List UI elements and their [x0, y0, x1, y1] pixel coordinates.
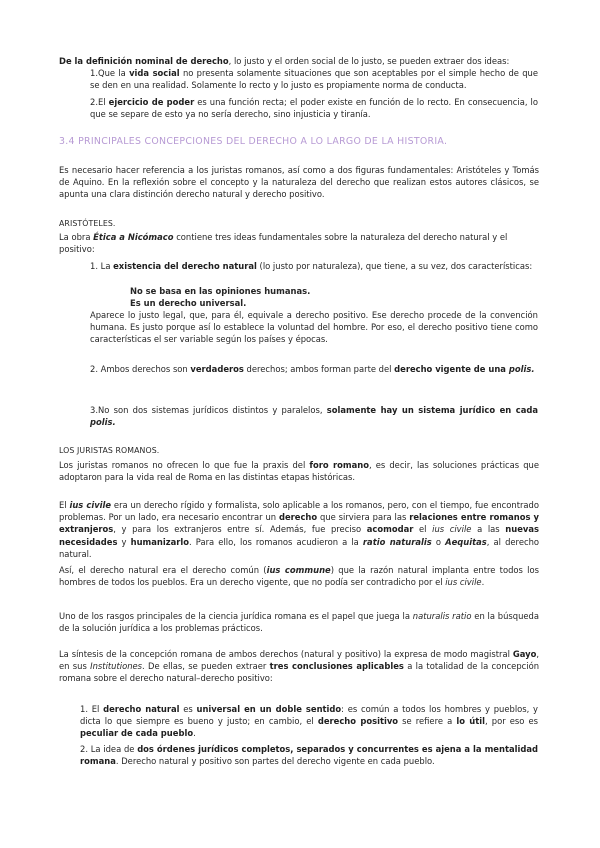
romanos-p2-e: el	[413, 524, 433, 535]
aristoteles-p1-pre: La obra	[59, 232, 94, 242]
conclusion-1-f: .	[193, 728, 196, 739]
term-naturalis-ratio: naturalis ratio	[412, 611, 472, 621]
conclusion-1-e: , por eso es	[485, 716, 538, 727]
romanos-p2-b: era un derecho rígido y formalista, solo aplicable a los romanos, pero, con el tiempo, fue encontrado problemas. Por un lado, era necesario encontrar un	[59, 500, 539, 523]
aristoteles-item-2-bold-1: verdaderos	[190, 364, 244, 374]
conclusion-2-bold: dos órdenes jurídicos completos, separados y concurrentes es ajena a la mentalidad romana	[80, 744, 538, 767]
conclusion-1-lo-util: lo útil	[456, 716, 486, 727]
paragraph-intro: Es necesario hacer referencia a los juristas romanos, así como a dos figuras fundamentales: Aristóteles y Tomás de Aquino. En la reflexión sobre el concepto y la naturaleza del derecho que realizan estos autores clásicos, se apunta una clara distinción derecho natural y derecho positivo.	[59, 165, 539, 200]
conclusion-1-a: 1. El	[80, 704, 104, 714]
romanos-p3-a: Así, el derecho natural era el derecho común (	[59, 565, 267, 575]
work-title-etica: Ética a Nicómaco	[93, 232, 174, 242]
intro-lead-bold: De la definición nominal de derecho	[59, 56, 229, 66]
romanos-p3-b: ) que la razón natural implanta entre todos los hombres de todos los pueblos. Era un derecho vigente, que no podía ser contradicho por el	[59, 565, 539, 588]
romanos-p2-g: y	[117, 536, 131, 547]
term-aequitas: Aequitas	[445, 536, 487, 547]
romanos-p2-relaciones: relaciones entre romanos y extranjeros	[59, 512, 540, 535]
romanos-p1-bold: foro romano	[309, 460, 369, 470]
romanos-p2-j: , al derecho natural.	[59, 536, 540, 559]
conclusion-1-derecho-natural: derecho natural	[103, 704, 180, 714]
romanos-p3-c: .	[481, 577, 485, 588]
aristoteles-item-3-pre: 3.No son dos sistemas jurídicos distintos y paralelos,	[90, 405, 327, 415]
romanos-p2-f: a las	[471, 524, 506, 535]
romanos-p4-a: Uno de los rasgos principales de la ciencia jurídica romana es el papel que juega la	[59, 611, 413, 621]
romanos-p2-c: que sirviera para las	[317, 512, 410, 523]
conclusion-1-c: : es común a todos los hombres y pueblos, y dicta lo que siempre es bueno y justo; en cambio, el	[80, 704, 538, 727]
term-ratio-naturalis: ratio naturalis	[362, 536, 432, 547]
romanos-p1-pre: Los juristas romanos no ofrecen lo que fue la praxis del	[59, 460, 310, 470]
aristoteles-item-2-mid: derechos; ambos forman parte del	[243, 364, 395, 374]
aristoteles-item-1-post: (lo justo por naturaleza), que tiene, a su vez, dos características:	[256, 261, 533, 271]
conclusion-1	[80, 703, 538, 740]
romanos-heading: LOS JURISTAS ROMANOS.	[59, 446, 160, 455]
romanos-paragraph-3	[59, 564, 539, 588]
romanos-paragraph-1	[59, 459, 539, 483]
romanos-p4-b: en la búsqueda de la solución jurídica a los problemas prácticos.	[59, 611, 539, 634]
aristoteles-item-1-pre: 1. La	[90, 261, 114, 271]
characteristic-2: Es un derecho universal.	[130, 298, 247, 308]
romanos-p2-acomodar: acomodar	[366, 524, 414, 535]
intro-lead	[59, 55, 539, 67]
aristoteles-item-1-bold: existencia del derecho natural	[113, 261, 257, 271]
intro-item-1-text: no presenta solamente situaciones que son aceptables por el simple hecho de que se den en una realidad. Solamente lo recto y lo justo es propiamente norma de conducta.	[90, 68, 539, 91]
intro-item-2	[90, 96, 538, 120]
work-title-institutiones: Institutiones	[90, 661, 143, 672]
romanos-p2-humanizarlo: humanizarlo	[130, 536, 190, 547]
aristoteles-item-3	[90, 404, 538, 428]
romanos-paragraph-5	[59, 648, 539, 685]
characteristic-1: No se basa en las opiniones humanas.	[130, 286, 311, 296]
romanos-p2-derecho: derecho	[278, 512, 318, 523]
aristoteles-item-2	[90, 363, 538, 375]
conclusion-1-d: se refiere a	[398, 716, 457, 727]
intro-item-2-bold: ejercicio de poder	[108, 97, 195, 107]
term-ius-civile-2: ius civile	[432, 524, 472, 535]
romanos-p2-a: El	[59, 500, 70, 510]
intro-item-2-text: es una función recta; el poder existe en función de lo recto. En consecuencia, lo que se separe de esto ya no sería derecho, sino injusticia y tiranía.	[90, 97, 538, 120]
romanos-p5-tres: tres conclusiones aplicables	[269, 661, 404, 672]
intro-item-1-bold: vida social	[129, 68, 180, 78]
conclusion-2-b: . Derecho natural y positivo son partes del derecho vigente en cada pueblo.	[115, 756, 435, 767]
romanos-p1-post: , es decir, las soluciones prácticas que adoptaron para la vida real de Roma en las distintas etapas históricas.	[59, 460, 540, 483]
aristoteles-item-2-pre: 2. Ambos derechos son	[90, 364, 191, 374]
conclusion-1-peculiar: peculiar de cada pueblo	[80, 728, 194, 739]
romanos-p2-nuevas: nuevas necesidades	[59, 524, 539, 547]
romanos-p5-c: . De ellas, se pueden extraer	[142, 661, 270, 672]
romanos-p2-h: . Para ello, los romanos acudieron a la	[189, 536, 363, 547]
intro-item-1	[90, 67, 538, 91]
romanos-paragraph-4	[59, 610, 539, 634]
romanos-p5-d: a la totalidad de la concepción romana sobre el derecho natural–derecho positivo:	[59, 661, 540, 684]
romanos-p2-d: , y para los extranjeros entre sí. Además, fue preciso	[113, 524, 367, 535]
conclusion-2	[80, 743, 538, 767]
aristoteles-heading: ARISTÓTELES.	[59, 219, 116, 228]
section-heading: 3.4 PRINCIPALES CONCEPCIONES DEL DERECHO A LO LARGO DE LA HISTORIA.	[59, 136, 448, 147]
aristoteles-p1-post: contiene tres ideas fundamentales sobre la naturaleza del derecho natural y el positivo:	[59, 232, 508, 255]
aristoteles-item-2-bold-2: derecho vigente de una	[394, 364, 509, 374]
term-ius-civile: ius civile	[69, 500, 112, 510]
conclusion-1-b: es	[179, 704, 197, 714]
intro-lead-rest: , lo justo y el orden social de lo justo, se pueden extraer dos ideas:	[228, 56, 510, 66]
romanos-p5-a: La síntesis de la concepción romana de ambos derechos (natural y positivo) la expresa de modo magistral	[59, 649, 513, 659]
conclusion-2-a: 2. La idea de	[80, 744, 138, 754]
aristoteles-paragraph	[59, 231, 539, 255]
romanos-p5-b: , en sus	[59, 649, 539, 672]
aristoteles-item-2-polis: polis.	[508, 364, 535, 374]
intro-item-1-num: 1.Que la	[90, 68, 130, 78]
aristoteles-item-3-bold: solamente hay un sistema jurídico en cada	[326, 405, 538, 415]
aristoteles-item-1	[90, 260, 538, 272]
romanos-p2-i: o	[431, 536, 446, 547]
aristoteles-item-3-polis: polis.	[90, 417, 116, 428]
conclusion-1-universal: universal en un doble sentido	[196, 704, 342, 714]
conclusion-1-derecho-positivo: derecho positivo	[317, 716, 399, 727]
intro-item-2-num: 2.El	[90, 97, 109, 107]
term-ius-civile-3: ius civile	[445, 577, 482, 588]
aristoteles-item-1-explanation: Aparece lo justo legal, que, para él, equivale a derecho positivo. Ese derecho procede de la convención humana. Es justo porque así lo establece la voluntad del hombre. Por eso, el derecho positivo tiene como características el ser variable según los países y épocas.	[90, 310, 538, 345]
term-ius-commune: ius commune	[266, 565, 331, 575]
romanos-paragraph-2	[59, 499, 539, 560]
author-gayo: Gayo	[512, 649, 537, 659]
